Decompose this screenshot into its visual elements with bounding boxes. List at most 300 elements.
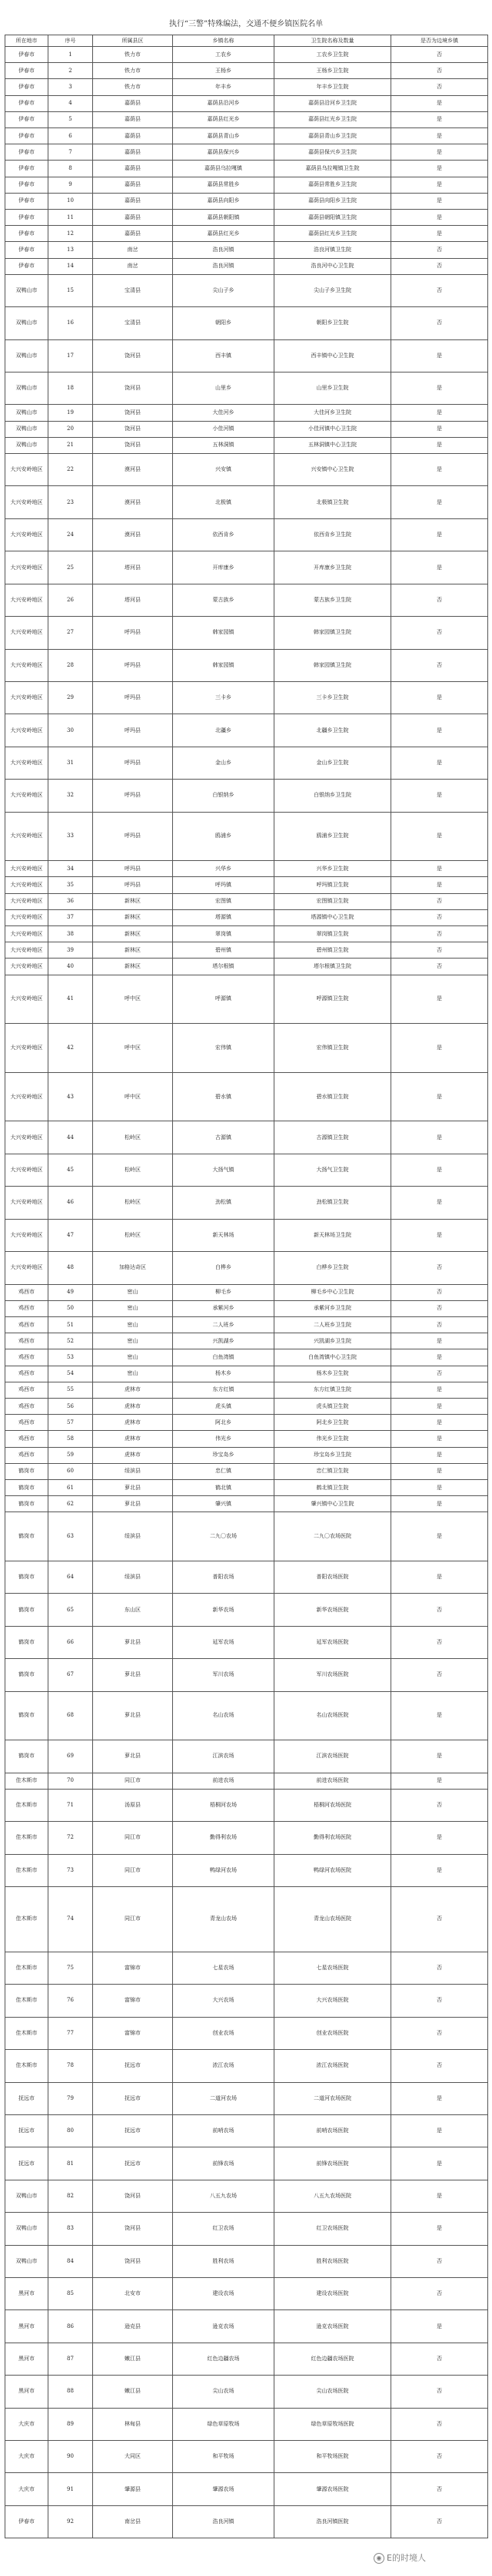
- cell-town: 阿北乡: [173, 1415, 274, 1431]
- cell-county: 加格达奇区: [93, 1252, 173, 1284]
- cell-index: 24: [48, 518, 93, 551]
- cell-index: 34: [48, 861, 93, 877]
- cell-index: 11: [48, 210, 93, 226]
- table-row: [5, 1024, 488, 1073]
- cell-county: 新林区: [93, 893, 173, 909]
- cell-city: 伊春市: [5, 128, 48, 144]
- cell-county: 虎林市: [93, 1398, 173, 1414]
- table-row: [5, 79, 488, 95]
- cell-border: 是: [391, 2114, 488, 2147]
- cell-city: 伊春市: [5, 111, 48, 127]
- cell-index: 88: [48, 2376, 93, 2408]
- cell-hospital: 呼源镇卫生院: [274, 975, 391, 1024]
- table-row: [5, 2213, 488, 2245]
- table-row: [5, 1594, 488, 1626]
- cell-county: 新林区: [93, 942, 173, 959]
- cell-county: 宝清县: [93, 307, 173, 339]
- cell-index: 78: [48, 2050, 93, 2082]
- cell-border: 是: [391, 372, 488, 405]
- cell-town: 塔尔根镇: [173, 959, 274, 975]
- cell-border: 是: [391, 1187, 488, 1219]
- cell-index: 81: [48, 2147, 93, 2180]
- cell-town: 七星农场: [173, 1952, 274, 1984]
- table-row: [5, 909, 488, 925]
- cell-hospital: 嘉荫县乌拉嘎镇卫生院: [274, 161, 391, 177]
- cell-town: 王杨乡: [173, 63, 274, 79]
- cell-index: 29: [48, 681, 93, 714]
- table-row: [5, 1284, 488, 1300]
- cell-county: 抚远市: [93, 2147, 173, 2180]
- cell-town: 柳毛乡: [173, 1284, 274, 1300]
- header-county: 所属县区: [93, 35, 173, 47]
- cell-hospital: 浓江农场医院: [274, 2050, 391, 2082]
- watermark-text: E的时境人: [387, 2553, 426, 2563]
- cell-index: 42: [48, 1024, 93, 1073]
- cell-index: 10: [48, 193, 93, 209]
- cell-county: 呼玛县: [93, 747, 173, 779]
- cell-county: 密山: [93, 1366, 173, 1382]
- cell-county: 嫩江县: [93, 2343, 173, 2375]
- cell-hospital: 嘉荫县红光乡卫生院: [274, 111, 391, 127]
- cell-hospital: 嘉荫县红光乡卫生院: [274, 226, 391, 242]
- cell-city: 大兴安岭地区: [5, 909, 48, 925]
- cell-town: 翠岗镇: [173, 925, 274, 942]
- cell-city: 伊春市: [5, 47, 48, 63]
- table-row: [5, 2408, 488, 2440]
- cell-county: 密山: [93, 1333, 173, 1349]
- cell-town: 嘉荫县红光乡: [173, 111, 274, 127]
- cell-county: 饶河县: [93, 405, 173, 421]
- cell-county: 嘉荫县: [93, 226, 173, 242]
- cell-hospital: 梧桐河农场医院: [274, 1789, 391, 1821]
- cell-county: 嘉荫县: [93, 95, 173, 111]
- cell-county: 饶河县: [93, 2245, 173, 2277]
- cell-index: 71: [48, 1789, 93, 1821]
- table-row: [5, 812, 488, 861]
- cell-town: 承紫河乡: [173, 1300, 274, 1316]
- cell-index: 45: [48, 1154, 93, 1186]
- cell-city: 大兴安岭地区: [5, 454, 48, 486]
- table-row: [5, 1366, 488, 1382]
- cell-border: 否: [391, 1252, 488, 1284]
- cell-hospital: 宏伟镇卫生院: [274, 1024, 391, 1073]
- cell-city: 大兴安岭地区: [5, 714, 48, 747]
- cell-county: 抚远市: [93, 2114, 173, 2147]
- cell-county: 宝清县: [93, 274, 173, 306]
- cell-town: 名山农场: [173, 1691, 274, 1740]
- cell-county: 密山: [93, 1300, 173, 1316]
- cell-county: 铁力市: [93, 79, 173, 95]
- cell-town: 逊克农场: [173, 2310, 274, 2343]
- cell-index: 47: [48, 1219, 93, 1251]
- cell-border: 是: [391, 714, 488, 747]
- cell-hospital: 三卡乡卫生院: [274, 681, 391, 714]
- cell-border: 是: [391, 1447, 488, 1463]
- cell-hospital: 鸭绿河农场医院: [274, 1854, 391, 1886]
- cell-town: 东方红镇: [173, 1382, 274, 1398]
- cell-city: 伊春市: [5, 95, 48, 111]
- cell-index: 8: [48, 161, 93, 177]
- cell-hospital: 兴安镇中心卫生院: [274, 454, 391, 486]
- cell-border: 是: [391, 421, 488, 437]
- cell-city: 大兴安岭地区: [5, 649, 48, 681]
- cell-city: 双鸭山市: [5, 274, 48, 306]
- cell-county: 漠河县: [93, 486, 173, 518]
- cell-county: 饶河县: [93, 2180, 173, 2212]
- table-row: [5, 1431, 488, 1447]
- cell-city: 鹤岗市: [5, 1594, 48, 1626]
- cell-hospital: 韩家园镇卫生院: [274, 617, 391, 649]
- cell-hospital: 兴华乡卫生院: [274, 861, 391, 877]
- cell-town: 八五九农场: [173, 2180, 274, 2212]
- table-row: [5, 1496, 488, 1512]
- cell-hospital: 碧州镇卫生院: [274, 942, 391, 959]
- cell-city: 伊春市: [5, 2505, 48, 2538]
- cell-index: 21: [48, 437, 93, 453]
- cell-index: 16: [48, 307, 93, 339]
- cell-index: 63: [48, 1512, 93, 1561]
- cell-index: 53: [48, 1349, 93, 1366]
- table-row: [5, 1512, 488, 1561]
- cell-border: 是: [391, 177, 488, 193]
- cell-hospital: 建设农场医院: [274, 2277, 391, 2309]
- cell-index: 70: [48, 1773, 93, 1789]
- cell-border: 否: [391, 2440, 488, 2472]
- cell-town: 浩良河镇: [173, 258, 274, 274]
- cell-border: 是: [391, 518, 488, 551]
- cell-town: 嘉荫县向阳乡: [173, 193, 274, 209]
- cell-hospital: 杨木乡卫生院: [274, 1366, 391, 1382]
- cell-border: 是: [391, 1333, 488, 1349]
- cell-index: 60: [48, 1463, 93, 1479]
- cell-county: 汤原县: [93, 1789, 173, 1821]
- table-row: [5, 128, 488, 144]
- cell-index: 62: [48, 1496, 93, 1512]
- cell-hospital: 珍宝岛乡卫生院: [274, 1447, 391, 1463]
- table-row: [5, 144, 488, 161]
- cell-index: 51: [48, 1316, 93, 1333]
- cell-hospital: 嘉荫县常胜乡卫生院: [274, 177, 391, 193]
- cell-county: 嘉荫县: [93, 161, 173, 177]
- cell-county: 饶河县: [93, 339, 173, 372]
- cell-index: 80: [48, 2114, 93, 2147]
- header-hospital: 卫生院名称及数量: [274, 35, 391, 47]
- table-row: [5, 1887, 488, 1952]
- table-row: [5, 1121, 488, 1154]
- cell-town: 军川农场: [173, 1659, 274, 1691]
- cell-county: 呼玛县: [93, 649, 173, 681]
- cell-city: 鹤岗市: [5, 1463, 48, 1479]
- cell-index: 5: [48, 111, 93, 127]
- cell-border: 是: [391, 877, 488, 893]
- cell-city: 鸡西市: [5, 1316, 48, 1333]
- cell-town: 杨木乡: [173, 1366, 274, 1382]
- table-row: [5, 2473, 488, 2505]
- cell-town: 红色边疆农场: [173, 2343, 274, 2375]
- cell-city: 鹤岗市: [5, 1561, 48, 1593]
- cell-town: 呼玛镇: [173, 877, 274, 893]
- cell-city: 鸡西市: [5, 1415, 48, 1431]
- cell-index: 65: [48, 1594, 93, 1626]
- table-row: [5, 681, 488, 714]
- cell-index: 17: [48, 339, 93, 372]
- cell-town: 嘉荫县青山乡: [173, 128, 274, 144]
- cell-county: 嘉荫县: [93, 144, 173, 161]
- cell-county: 新林区: [93, 959, 173, 975]
- table-row: [5, 63, 488, 79]
- cell-index: 87: [48, 2343, 93, 2375]
- cell-border: 是: [391, 405, 488, 421]
- cell-hospital: 红色边疆农场医院: [274, 2343, 391, 2375]
- cell-county: 饶河县: [93, 437, 173, 453]
- cell-border: 是: [391, 1773, 488, 1789]
- cell-index: 1: [48, 47, 93, 63]
- cell-index: 7: [48, 144, 93, 161]
- cell-index: 46: [48, 1187, 93, 1219]
- cell-county: 铁力市: [93, 63, 173, 79]
- cell-border: 否: [391, 959, 488, 975]
- cell-border: 否: [391, 2376, 488, 2408]
- cell-town: 宏图镇: [173, 893, 274, 909]
- cell-index: 26: [48, 584, 93, 616]
- cell-town: 韩家园镇: [173, 617, 274, 649]
- cell-border: 否: [391, 2473, 488, 2505]
- cell-county: 虎林市: [93, 1382, 173, 1398]
- cell-index: 2: [48, 63, 93, 79]
- cell-town: 珍宝岛乡: [173, 1447, 274, 1463]
- table-row: [5, 1252, 488, 1284]
- cell-county: 呼玛县: [93, 617, 173, 649]
- cell-town: 和平牧场: [173, 2440, 274, 2472]
- cell-hospital: 伟光乡卫生院: [274, 1431, 391, 1447]
- cell-border: 否: [391, 2050, 488, 2082]
- cell-city: 伊春市: [5, 210, 48, 226]
- cell-town: 嘉荫县常胜乡: [173, 177, 274, 193]
- cell-city: 大兴安岭地区: [5, 959, 48, 975]
- cell-index: 50: [48, 1300, 93, 1316]
- cell-border: 是: [391, 226, 488, 242]
- cell-city: 大兴安岭地区: [5, 617, 48, 649]
- table-row: [5, 2505, 488, 2538]
- table-row: [5, 95, 488, 111]
- cell-town: 白银纳乡: [173, 780, 274, 812]
- cell-town: 嘉荫县保兴乡: [173, 144, 274, 161]
- cell-border: 是: [391, 1072, 488, 1121]
- cell-hospital: 韩家园镇卫生院: [274, 649, 391, 681]
- cell-county: 铁力市: [93, 47, 173, 63]
- cell-hospital: 北疆乡卫生院: [274, 714, 391, 747]
- cell-index: 82: [48, 2180, 93, 2212]
- cell-county: 漠河县: [93, 518, 173, 551]
- cell-town: 延军农场: [173, 1626, 274, 1658]
- cell-county: 嘉荫县: [93, 177, 173, 193]
- cell-town: 浩良河镇: [173, 2505, 274, 2538]
- cell-border: 否: [391, 909, 488, 925]
- cell-city: 大兴安岭地区: [5, 1072, 48, 1121]
- cell-border: 否: [391, 893, 488, 909]
- cell-town: 碧州镇: [173, 942, 274, 959]
- cell-town: 勤得利农场: [173, 1822, 274, 1854]
- cell-border: 否: [391, 1985, 488, 2017]
- cell-city: 鸡西市: [5, 1398, 48, 1414]
- cell-town: 前哨农场: [173, 2114, 274, 2147]
- cell-hospital: 开库康乡卫生院: [274, 551, 391, 584]
- cell-index: 91: [48, 2473, 93, 2505]
- cell-town: 兴安镇: [173, 454, 274, 486]
- cell-index: 30: [48, 714, 93, 747]
- cell-town: 北极镇: [173, 486, 274, 518]
- table-row: [5, 372, 488, 405]
- cell-index: 25: [48, 551, 93, 584]
- cell-hospital: 鸥浦乡卫生院: [274, 812, 391, 861]
- cell-county: 绥滨县: [93, 1463, 173, 1479]
- cell-city: 鸡西市: [5, 1382, 48, 1398]
- cell-border: 否: [391, 1887, 488, 1952]
- cell-city: 大兴安岭地区: [5, 861, 48, 877]
- cell-hospital: 小佳河镇中心卫生院: [274, 421, 391, 437]
- cell-hospital: 宏图镇卫生院: [274, 893, 391, 909]
- cell-index: 36: [48, 893, 93, 909]
- cell-town: 青龙山农场: [173, 1887, 274, 1952]
- cell-hospital: 白银纳乡卫生院: [274, 780, 391, 812]
- cell-hospital: 江滨农场医院: [274, 1740, 391, 1773]
- cell-index: 44: [48, 1121, 93, 1154]
- cell-county: 同江市: [93, 1773, 173, 1789]
- cell-hospital: 碧水镇卫生院: [274, 1072, 391, 1121]
- cell-city: 双鸭山市: [5, 405, 48, 421]
- cell-border: 是: [391, 1024, 488, 1073]
- cell-border: 否: [391, 63, 488, 79]
- cell-hospital: 逊克农场医院: [274, 2310, 391, 2343]
- table-row: [5, 210, 488, 226]
- cell-index: 69: [48, 1740, 93, 1773]
- cell-hospital: 青龙山农场医院: [274, 1887, 391, 1952]
- cell-town: 二九〇农场: [173, 1512, 274, 1561]
- cell-border: 否: [391, 47, 488, 63]
- cell-border: 是: [391, 1431, 488, 1447]
- cell-hospital: 延军农场医院: [274, 1626, 391, 1658]
- cell-city: 伊春市: [5, 193, 48, 209]
- cell-border: 是: [391, 1398, 488, 1414]
- cell-county: 松岭区: [93, 1219, 173, 1251]
- cell-city: 抚远市: [5, 2114, 48, 2147]
- cell-hospital: 七星农场医院: [274, 1952, 391, 1984]
- cell-border: 是: [391, 128, 488, 144]
- cell-hospital: 工农乡卫生院: [274, 47, 391, 63]
- cell-border: 是: [391, 975, 488, 1024]
- cell-county: 呼玛县: [93, 861, 173, 877]
- cell-hospital: 年丰乡卫生院: [274, 79, 391, 95]
- cell-border: 是: [391, 339, 488, 372]
- cell-index: 57: [48, 1415, 93, 1431]
- table-row: [5, 1691, 488, 1740]
- cell-city: 大庆市: [5, 2473, 48, 2505]
- table-row: [5, 1561, 488, 1593]
- cell-border: 否: [391, 649, 488, 681]
- cell-index: 12: [48, 226, 93, 242]
- cell-town: 鸭绿河农场: [173, 1854, 274, 1886]
- cell-county: 新林区: [93, 925, 173, 942]
- cell-hospital: 勤得利农场医院: [274, 1822, 391, 1854]
- cell-county: 同江市: [93, 1854, 173, 1886]
- cell-city: 双鸭山市: [5, 437, 48, 453]
- cell-hospital: 前哨农场医院: [274, 2114, 391, 2147]
- cell-county: 逊克县: [93, 2310, 173, 2343]
- cell-hospital: 兴凯湖乡卫生院: [274, 1333, 391, 1349]
- cell-city: 抚远市: [5, 2082, 48, 2114]
- table-row: [5, 1659, 488, 1691]
- cell-hospital: 红卫农场医院: [274, 2213, 391, 2245]
- table-row: [5, 975, 488, 1024]
- cell-border: 否: [391, 1789, 488, 1821]
- cell-town: 新天林场: [173, 1219, 274, 1251]
- cell-county: 同江市: [93, 1822, 173, 1854]
- cell-border: 是: [391, 193, 488, 209]
- cell-border: 是: [391, 1822, 488, 1854]
- cell-index: 22: [48, 454, 93, 486]
- cell-city: 鸡西市: [5, 1333, 48, 1349]
- cell-city: 大兴安岭地区: [5, 780, 48, 812]
- cell-border: 是: [391, 1691, 488, 1740]
- cell-index: 64: [48, 1561, 93, 1593]
- cell-town: 前锋农场: [173, 2147, 274, 2180]
- cell-border: 否: [391, 617, 488, 649]
- cell-hospital: 朝阳乡卫生院: [274, 307, 391, 339]
- cell-city: 大兴安岭地区: [5, 877, 48, 893]
- table-row: [5, 747, 488, 779]
- cell-town: 西丰镇: [173, 339, 274, 372]
- cell-town: 绿色草原牧场: [173, 2408, 274, 2440]
- table-row: [5, 2050, 488, 2082]
- cell-city: 伊春市: [5, 79, 48, 95]
- cell-index: 14: [48, 258, 93, 274]
- cell-county: 大同区: [93, 2440, 173, 2472]
- cell-hospital: 翠岗镇卫生院: [274, 925, 391, 942]
- cell-hospital: 大扬气卫生院: [274, 1154, 391, 1186]
- cell-index: 54: [48, 1366, 93, 1382]
- cell-town: 前进农场: [173, 1773, 274, 1789]
- table-row: [5, 2310, 488, 2343]
- cell-city: 大兴安岭地区: [5, 681, 48, 714]
- cell-city: 大兴安岭地区: [5, 518, 48, 551]
- cell-index: 52: [48, 1333, 93, 1349]
- table-row: [5, 1219, 488, 1251]
- cell-border: 是: [391, 1463, 488, 1479]
- cell-hospital: 绿色草原牧场医院: [274, 2408, 391, 2440]
- table-row: [5, 1382, 488, 1398]
- cell-border: 否: [391, 1626, 488, 1658]
- cell-town: 浓江农场: [173, 2050, 274, 2082]
- cell-city: 佳木斯市: [5, 1952, 48, 1984]
- cell-city: 大兴安岭地区: [5, 812, 48, 861]
- cell-county: 漠河县: [93, 454, 173, 486]
- cell-index: 79: [48, 2082, 93, 2114]
- cell-city: 鹤岗市: [5, 1740, 48, 1773]
- cell-city: 鹤岗市: [5, 1691, 48, 1740]
- cell-city: 大兴安岭地区: [5, 747, 48, 779]
- cell-city: 双鸭山市: [5, 339, 48, 372]
- cell-county: 南岔: [93, 258, 173, 274]
- cell-county: 萝北县: [93, 1659, 173, 1691]
- header-town: 乡镇名称: [173, 35, 274, 47]
- cell-city: 伊春市: [5, 226, 48, 242]
- table-row: [5, 1854, 488, 1886]
- cell-hospital: 塔尔根镇卫生院: [274, 959, 391, 975]
- cell-city: 黑河市: [5, 2343, 48, 2375]
- cell-county: 呼中区: [93, 975, 173, 1024]
- cell-town: 普阳农场: [173, 1561, 274, 1593]
- cell-border: 否: [391, 2505, 488, 2538]
